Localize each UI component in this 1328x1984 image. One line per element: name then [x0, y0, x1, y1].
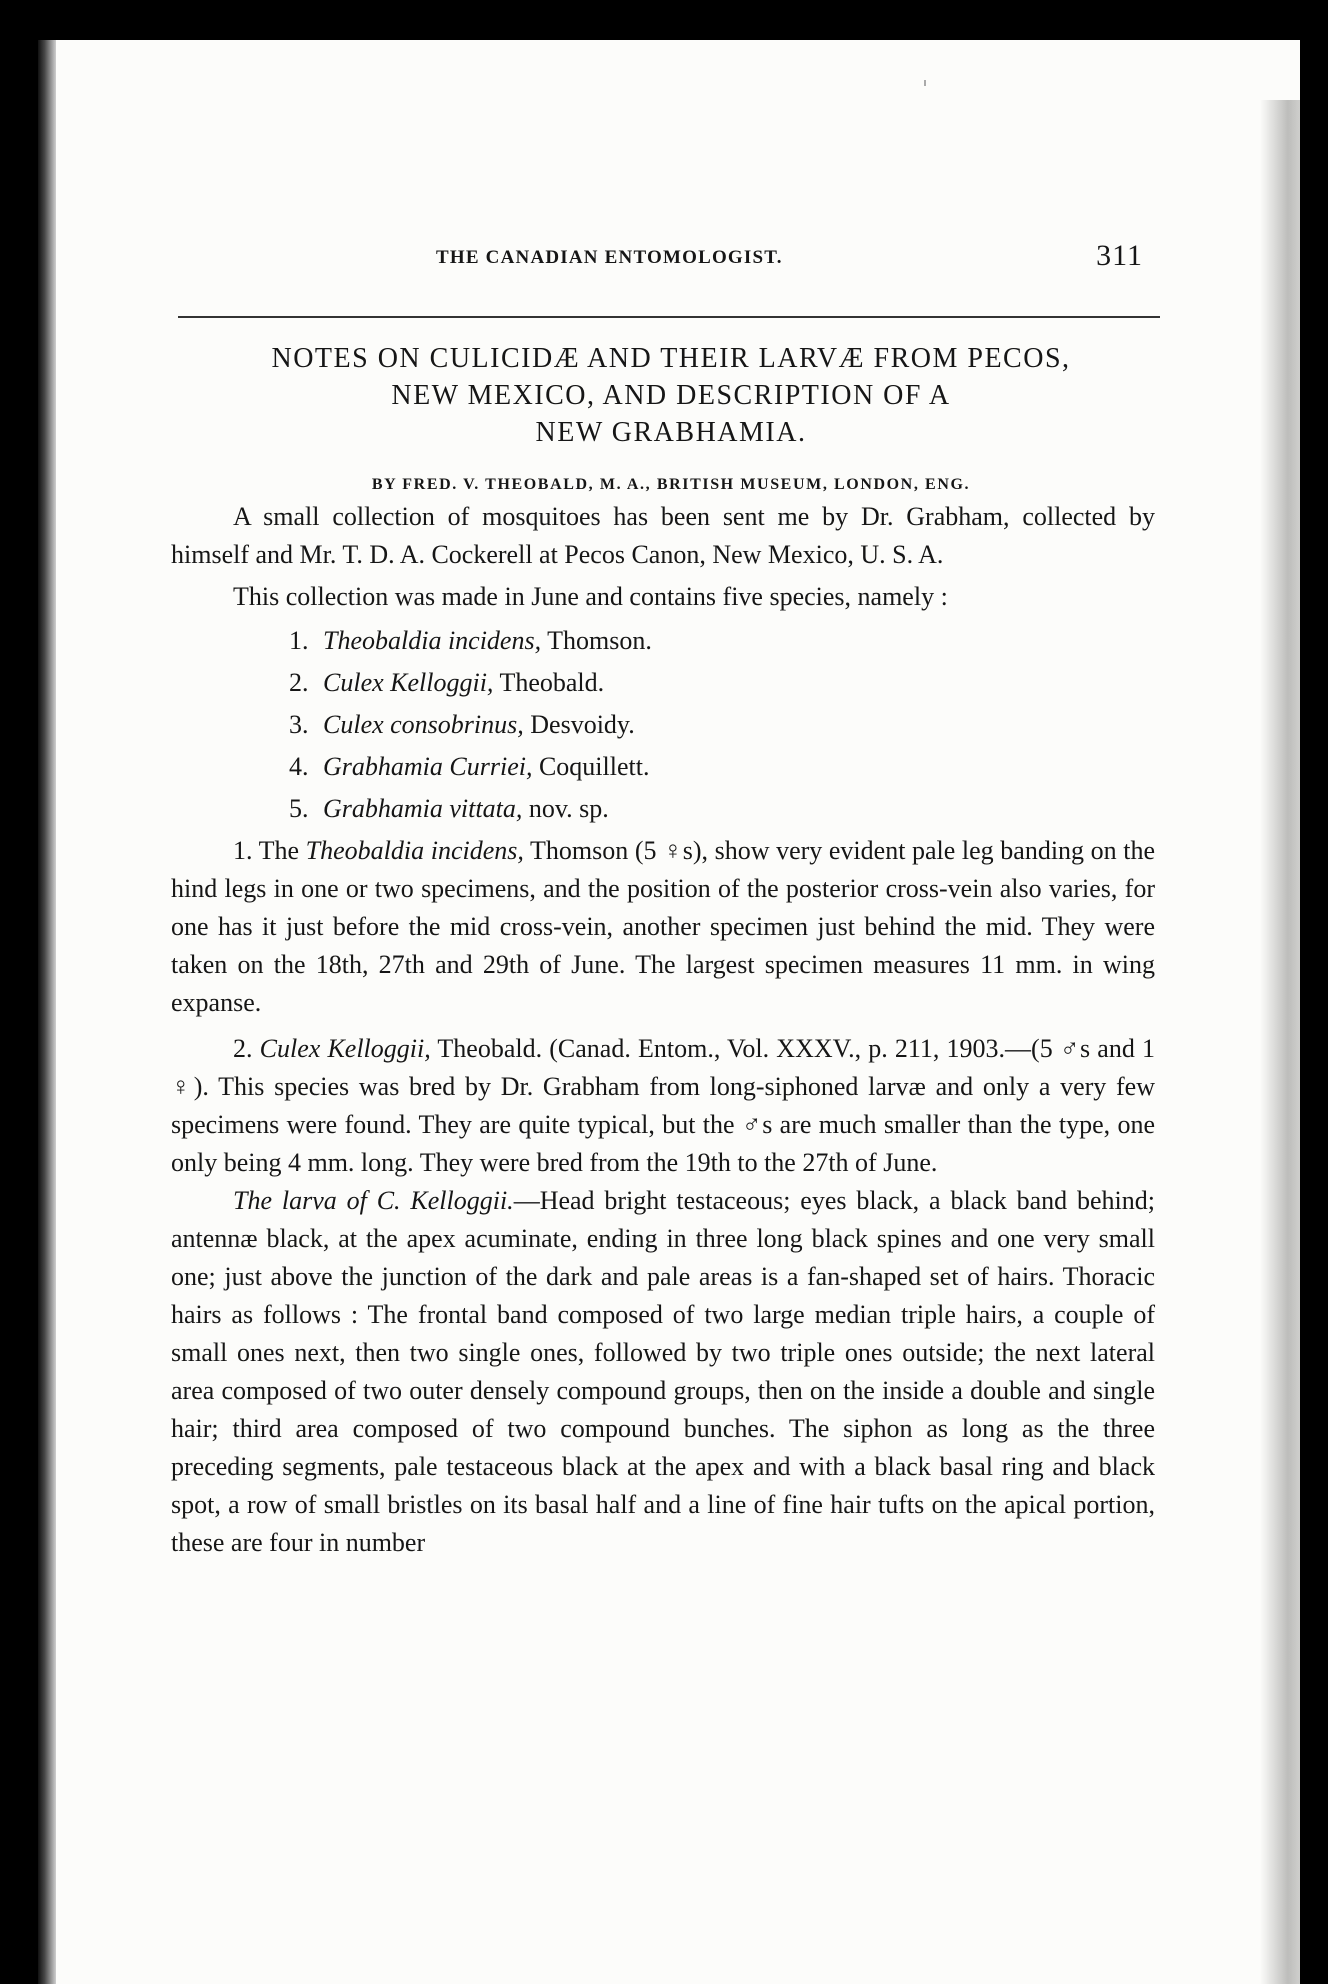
list-item: 1. Theobaldia incidens, Thomson.: [289, 626, 652, 655]
species-name: Culex Kelloggii,: [259, 1034, 431, 1063]
book-spine-shadow: [38, 40, 56, 1984]
running-head: [171, 239, 1151, 279]
species-2-paragraph: 2. Culex Kelloggii, Theobald. (Canad. Entom., Vol. XXXV., p. 211, 1903.—(5 ♂s and 1 ♀). This species was bred by Dr. Grabham from long-siphoned larvæ and only a very few specimens were found. They are quite typical, but the ♂s are much smaller than the type, one only being 4 mm. long. They were bred from the 19th to the 27th of June.: [171, 1034, 1155, 1177]
byline: BY FRED. V. THEOBALD, M. A., BRITISH MUSEUM, LONDON, ENG.: [371, 476, 971, 493]
article-title: [171, 340, 1171, 451]
species-name: Theobaldia incidens,: [323, 626, 542, 655]
scan-speck: [924, 80, 926, 86]
list-item: 3. Culex consobrinus, Desvoidy.: [289, 710, 635, 739]
collection-paragraph: This collection was made in June and contains five species, namely :: [233, 582, 948, 611]
page-number: 311: [1096, 239, 1143, 272]
species-list: [171, 620, 1155, 830]
list-item: 4. Grabhamia Curriei, Coquillett.: [289, 752, 650, 781]
journal-title: THE CANADIAN ENTOMOLOGIST.: [436, 247, 783, 268]
larva-paragraph: The larva of C. Kelloggii.—Head bright testaceous; eyes black, a black band behind; antennæ black, at the apex acuminate, ending in three long black spines and one very small one; just above the junction of the dark and pale areas is a fan-shaped set of hairs. Thoracic hairs as follows : The frontal band composed of two large median triple hairs, a couple of small ones next, then two single ones, followed by two triple ones outside; the next lateral area composed of two outer densely compound groups, then on the inside a double and single hair; third area composed of two compound bunches. The siphon as long as the three preceding segments, pale testaceous black at the apex and with a black basal ring and black spot, a row of small bristles on its basal half and a line of fine hair tufts on the apical portion, these are four in number: [171, 1186, 1155, 1557]
species-name: Culex Kelloggii,: [323, 668, 494, 697]
page-edge-shadow: [1260, 100, 1300, 1984]
title-line: NEW MEXICO, AND DESCRIPTION OF A: [391, 380, 951, 411]
book-page: [38, 40, 1300, 1984]
title-line: NEW GRABHAMIA.: [535, 417, 807, 448]
list-item: 2. Culex Kelloggii, Theobald.: [289, 668, 605, 697]
species-name: Grabhamia Curriei,: [323, 752, 533, 781]
species-name: Theobaldia incidens,: [305, 836, 524, 865]
header-rule: [178, 316, 1160, 318]
title-line: NOTES ON CULICIDÆ AND THEIR LARVÆ FROM PECOS,: [271, 343, 1071, 374]
larva-heading: The larva of C. Kelloggii.: [233, 1186, 514, 1215]
species-name: Culex consobrinus,: [323, 710, 524, 739]
list-item: 5. Grabhamia vittata, nov. sp.: [289, 794, 609, 823]
species-name: Grabhamia vittata,: [323, 794, 523, 823]
species-1-paragraph: 1. The Theobaldia incidens, Thomson (5 ♀s), show very evident pale leg banding on the hind legs in one or two specimens, and the position of the posterior cross-vein also varies, for one has it just before the mid cross-vein, another specimen just behind the mid. They were taken on the 18th, 27th and 29th of June. The largest specimen measures 11 mm. in wing expanse.: [171, 836, 1156, 1017]
intro-paragraph: A small collection of mosquitoes has been sent me by Dr. Grabham, collected by himself and Mr. T. D. A. Cockerell at Pecos Canon, New Mexico, U. S. A.: [171, 502, 1155, 569]
article-body: [171, 498, 1155, 1562]
